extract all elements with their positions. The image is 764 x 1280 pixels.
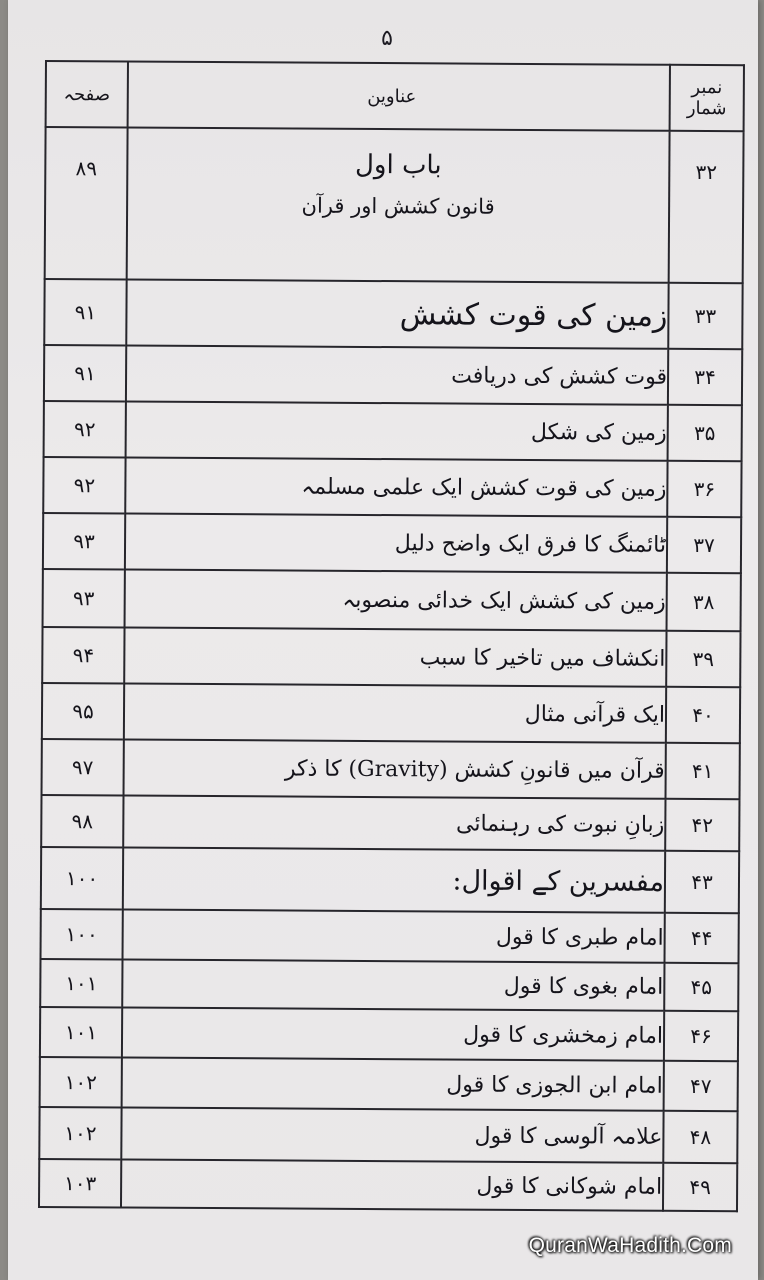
table-row [44, 401, 742, 461]
row-serial: ۴۷ [664, 1061, 738, 1111]
row-title: امام بغوی کا قول [122, 959, 664, 1010]
row-serial: ۳۷ [667, 517, 741, 573]
row-serial: ۴۵ [664, 963, 738, 1011]
row-page: ۹۳ [43, 569, 125, 627]
row-title: امام طبری کا قول [123, 909, 665, 962]
row-title: امام زمخشری کا قول [122, 1007, 664, 1060]
row-page: ۹۳ [43, 513, 125, 569]
table-row [41, 795, 739, 851]
row-title: ٹائمنگ کا فرق ایک واضح دلیل [125, 513, 667, 572]
row-serial: ۳۹ [666, 631, 740, 687]
chapter-serial: ۳۲ [669, 131, 744, 283]
row-serial: ۴۳ [665, 851, 739, 913]
page-number: ۵ [381, 26, 393, 51]
table-row [39, 1107, 737, 1163]
row-title: امام ابن الجوزی کا قول [122, 1057, 664, 1110]
row-title: زمین کی قوت کشش ایک علمی مسلمہ [125, 457, 667, 516]
chapter-title-cell [127, 128, 670, 283]
chapter-heading: باب اول [354, 149, 442, 181]
row-page: ۹۸ [41, 795, 123, 847]
site-watermark: QuranWaHadith.Com [528, 1234, 732, 1257]
row-title: زمین کی قوت کشش [126, 280, 668, 349]
table-row [42, 627, 740, 687]
row-page: ۹۴ [42, 627, 124, 683]
row-serial: ۴۴ [664, 913, 738, 963]
row-serial: ۴۱ [665, 743, 739, 799]
chapter-subtitle: قانون کشش اور قرآن [301, 193, 495, 219]
table-row [40, 959, 738, 1011]
row-title: علامہ آلوسی کا قول [121, 1107, 663, 1162]
book-page [8, 0, 758, 1280]
table-row [40, 1007, 738, 1061]
row-page: ۹۷ [42, 739, 124, 795]
row-title: زبانِ نبوت کی رہنمائی [123, 795, 665, 850]
table-row [43, 457, 741, 517]
row-title: قوت کشش کی دریافت [126, 346, 668, 405]
row-page: ۱۰۲ [39, 1107, 121, 1159]
row-page: ۱۰۲ [40, 1057, 122, 1107]
row-title: زمین کی کشش ایک خدائی منصوبہ [125, 569, 667, 630]
table-of-contents [38, 60, 745, 1212]
row-page: ۱۰۰ [41, 847, 123, 909]
table-header-row [46, 61, 744, 131]
row-serial: ۳۸ [667, 573, 741, 631]
row-serial: ۴۲ [665, 799, 739, 851]
row-page: ۱۰۳ [39, 1159, 121, 1208]
row-page: ۹۱ [44, 279, 126, 345]
row-serial: ۴۰ [666, 687, 740, 743]
row-page: ۱۰۱ [40, 1007, 122, 1057]
row-page: ۹۱ [44, 345, 126, 401]
row-page: ۹۵ [42, 683, 124, 739]
row-serial: ۴۸ [663, 1111, 737, 1163]
row-page: ۱۰۱ [40, 959, 122, 1008]
row-serial: ۳۵ [668, 405, 742, 461]
row-title: انکشاف میں تاخیر کا سبب [124, 627, 666, 686]
table-row [42, 683, 740, 743]
table-row [39, 1159, 737, 1211]
table-row [44, 345, 742, 405]
chapter-page: ۸۹ [45, 127, 128, 279]
row-title: زمین کی شکل [126, 402, 668, 461]
row-title: قرآن میں قانونِ کشش (Gravity) کا ذکر [124, 739, 666, 798]
row-serial: ۳۳ [668, 283, 742, 349]
table-row [41, 847, 739, 913]
row-title: ایک قرآنی مثال [124, 683, 666, 742]
row-page: ۹۲ [43, 457, 125, 513]
table-row [43, 513, 741, 573]
row-serial: ۳۶ [667, 461, 741, 517]
table-row [40, 1057, 738, 1111]
table-row [43, 569, 741, 631]
row-title: مفسرین کے اقوال: [123, 847, 665, 912]
table-body [39, 127, 744, 1211]
row-serial: ۴۶ [664, 1011, 738, 1061]
row-serial: ۳۴ [668, 349, 742, 405]
header-title: عناوین [128, 62, 670, 131]
header-serial: نمبر شمار [670, 65, 744, 131]
row-title: امام شوکانی کا قول [121, 1159, 663, 1210]
table-row [44, 279, 742, 349]
row-page: ۹۲ [44, 401, 126, 457]
row-page: ۱۰۰ [41, 909, 123, 959]
header-page: صفحہ [46, 61, 128, 127]
table-row [41, 909, 739, 963]
table-row [42, 739, 740, 799]
row-serial: ۴۹ [663, 1163, 737, 1211]
chapter-row [45, 127, 744, 283]
